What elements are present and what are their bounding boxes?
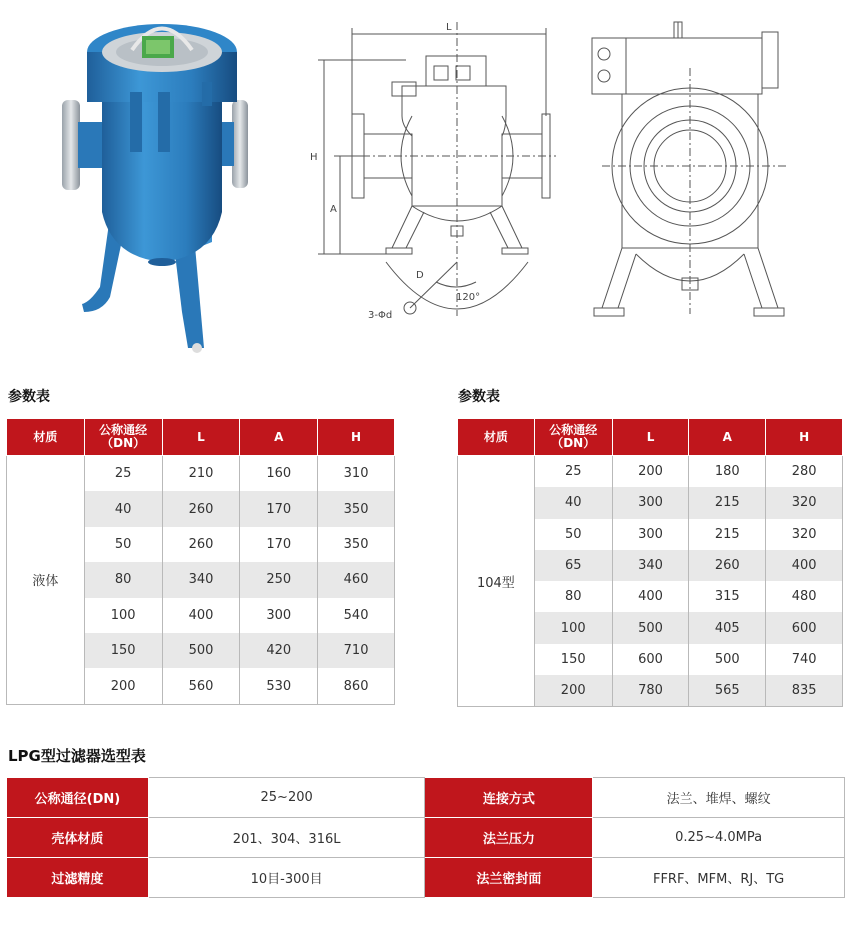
A-cell: 215 [689, 519, 766, 550]
header-dn-line2: （DN） [101, 436, 146, 450]
selection-label: 壳体材质 [7, 818, 149, 858]
header-L: L [162, 419, 240, 456]
H-cell: 540 [318, 598, 395, 633]
dn-cell: 100 [534, 612, 612, 643]
dim-label-bolt: 3-Φd [368, 310, 393, 321]
L-cell: 300 [612, 487, 689, 518]
L-cell: 300 [612, 519, 689, 550]
H-cell: 350 [318, 527, 395, 562]
selection-value: 0.25~4.0MPa [593, 818, 845, 858]
selection-value: 201、304、316L [148, 818, 425, 858]
dn-cell: 25 [84, 456, 162, 492]
H-cell: 350 [318, 491, 395, 526]
A-cell: 170 [240, 527, 318, 562]
A-cell: 300 [240, 598, 318, 633]
header-dn-line1: 公称通经 [549, 423, 598, 437]
dim-label-H: H [310, 152, 318, 163]
dn-cell: 65 [534, 550, 612, 581]
dim-label-L: L [446, 22, 452, 33]
dn-cell: 150 [84, 633, 162, 668]
table-header-row [458, 419, 843, 456]
dn-cell: 50 [84, 527, 162, 562]
A-cell: 250 [240, 562, 318, 597]
dim-label-D: D [416, 270, 424, 281]
L-cell: 210 [162, 456, 240, 492]
dn-cell: 40 [84, 491, 162, 526]
header-A: A [689, 419, 766, 456]
right-param-table [457, 418, 843, 707]
header-dn [534, 419, 612, 456]
H-cell: 280 [766, 456, 843, 488]
L-cell: 260 [162, 527, 240, 562]
L-cell: 260 [162, 491, 240, 526]
material-cell: 104型 [458, 456, 535, 707]
left-param-table [6, 418, 395, 705]
H-cell: 320 [766, 519, 843, 550]
A-cell: 260 [689, 550, 766, 581]
dn-cell: 150 [534, 644, 612, 675]
selection-label: 法兰压力 [425, 818, 593, 858]
selection-table-title: LPG型过滤器选型表 [8, 747, 146, 765]
header-H: H [318, 419, 395, 456]
L-cell: 340 [612, 550, 689, 581]
dim-label-A: A [330, 204, 337, 215]
dn-cell: 200 [84, 668, 162, 704]
filter-photo [62, 12, 258, 362]
H-cell: 835 [766, 675, 843, 707]
header-A: A [240, 419, 318, 456]
header-dn [84, 419, 162, 456]
dn-cell: 200 [534, 675, 612, 707]
header-dn-line2: （DN） [551, 436, 596, 450]
L-cell: 600 [612, 644, 689, 675]
selection-label: 法兰密封面 [425, 858, 593, 898]
selection-table [6, 777, 845, 898]
selection-label: 连接方式 [425, 778, 593, 818]
A-cell: 565 [689, 675, 766, 707]
dn-cell: 40 [534, 487, 612, 518]
header-H: H [766, 419, 843, 456]
L-cell: 340 [162, 562, 240, 597]
L-cell: 780 [612, 675, 689, 707]
left-table-title: 参数表 [8, 389, 50, 405]
A-cell: 180 [689, 456, 766, 488]
right-table-title: 参数表 [458, 389, 500, 405]
selection-label: 过滤精度 [7, 858, 149, 898]
selection-value: 10目-300目 [148, 858, 425, 898]
dn-cell: 50 [534, 519, 612, 550]
H-cell: 480 [766, 581, 843, 612]
A-cell: 420 [240, 633, 318, 668]
side-view-drawing [578, 18, 802, 324]
A-cell: 160 [240, 456, 318, 492]
selection-value: FFRF、MFM、RJ、TG [593, 858, 845, 898]
material-cell: 液体 [7, 456, 85, 705]
H-cell: 320 [766, 487, 843, 518]
H-cell: 310 [318, 456, 395, 492]
table-row [458, 456, 843, 488]
H-cell: 600 [766, 612, 843, 643]
L-cell: 560 [162, 668, 240, 704]
header-L: L [612, 419, 689, 456]
H-cell: 400 [766, 550, 843, 581]
L-cell: 500 [612, 612, 689, 643]
A-cell: 215 [689, 487, 766, 518]
table-row [7, 456, 395, 492]
header-material: 材质 [7, 419, 85, 456]
H-cell: 710 [318, 633, 395, 668]
selection-row [7, 818, 845, 858]
H-cell: 740 [766, 644, 843, 675]
dn-cell: 80 [84, 562, 162, 597]
selection-row [7, 858, 845, 898]
A-cell: 500 [689, 644, 766, 675]
selection-value: 法兰、堆焊、螺纹 [593, 778, 845, 818]
H-cell: 460 [318, 562, 395, 597]
H-cell: 860 [318, 668, 395, 704]
header-dn-line1: 公称通经 [99, 423, 148, 437]
header-material: 材质 [458, 419, 535, 456]
A-cell: 315 [689, 581, 766, 612]
L-cell: 400 [612, 581, 689, 612]
dim-label-angle: 120° [456, 292, 481, 303]
front-view-drawing [306, 16, 558, 328]
A-cell: 405 [689, 612, 766, 643]
A-cell: 170 [240, 491, 318, 526]
A-cell: 530 [240, 668, 318, 704]
L-cell: 400 [162, 598, 240, 633]
selection-label: 公称通径(DN) [7, 778, 149, 818]
L-cell: 200 [612, 456, 689, 488]
table-header-row [7, 419, 395, 456]
dn-cell: 80 [534, 581, 612, 612]
selection-row [7, 778, 845, 818]
L-cell: 500 [162, 633, 240, 668]
selection-value: 25~200 [148, 778, 425, 818]
dn-cell: 100 [84, 598, 162, 633]
dn-cell: 25 [534, 456, 612, 488]
